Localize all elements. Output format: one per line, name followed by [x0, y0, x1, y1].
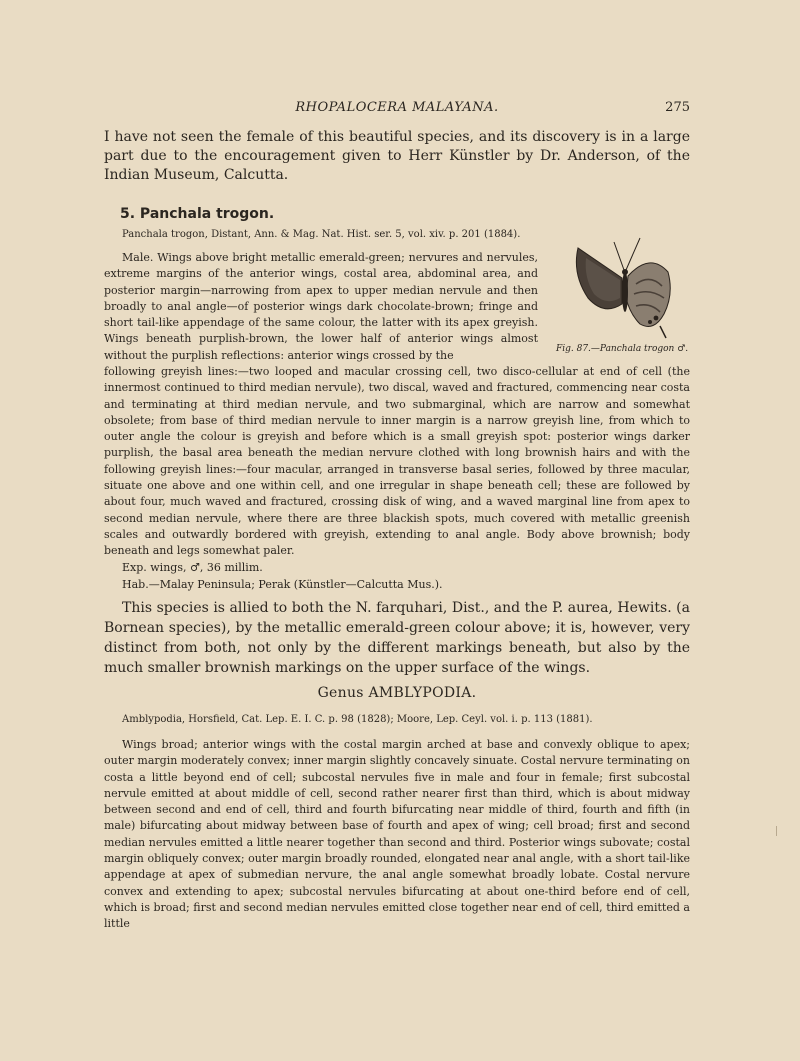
species-heading: 5. Panchala trogon.: [120, 206, 275, 222]
page-number: 275: [665, 100, 690, 115]
lead-paragraph: I have not seen the female of this beautiful species, and its discovery is in a large part due to the encouragement given to Herr Künstler by Dr. Anderson, of the Indian Museum, Calcutta.: [104, 129, 690, 183]
genus-description: Wings broad; anterior wings with the costal margin arched at base and convexly oblique to apex; outer margin moderately convex; inner margin slightly concavely sinuate. Costal nervure terminating on costa a little beyond end of cell; subcostal nervules five in male and four in female; first subcostal nervule emitted at about middle of cell, second rather nearer first than third, which is about midway between second and end of cell, third and fourth bifurcating near middle of third, fourth and fifth (in male) bifurcating about midway between base of fourth and apex of wing; cell broad; first and second median nervules emitted a little nearer together than second and third. Posterior wings subovate; costal margin obliquely convex; outer margin broadly rounded, elongated near anal angle, with a short tail-like appendage at apex of submedian nervure, the anal angle somewhat broadly lobate. Costal nervure convex and extending to apex; subcostal nervules bifurcating at about one-third before end of cell, which is broad; first and second median nervules emitted close together near end of cell, third emitted a little: [104, 738, 690, 931]
butterfly-figure: [550, 234, 700, 364]
running-title: RHOPALOCERA MALAYANA.: [295, 100, 499, 115]
margin-mark: [776, 826, 777, 836]
genus-heading: Genus AMBLYPODIA.: [317, 685, 477, 701]
species-description-part-1: Male. Wings above bright metallic emerald-green; nervures and nervules, extreme margins of the anterior wings, costal area, abdominal area, and posterior margin—narrowing from apex to upper median nervule and then broadly to anal angle—of posterior wings dark chocolate-brown; fringe and short tail-like appendage of the same colour, the latter with its apex greyish. Wings beneath purplish-brown, the lower half of anterior wings almost without the purplish reflections: anterior wings crossed by the: [104, 251, 538, 362]
butterfly-illustration: [570, 234, 680, 342]
figure-caption: Fig. 87.—Panchala trogon ♂.: [556, 344, 689, 354]
genus-reference: Amblypodia, Horsfield, Cat. Lep. E. I. C. p. 98 (1828); Moore, Lep. Ceyl. vol. i. p. 113 (1881).: [122, 714, 593, 725]
habitat: Hab.—Malay Peninsula; Perak (Künstler—Calcutta Mus.).: [122, 578, 443, 591]
species-description-part-2: following greyish lines:—two looped and macular crossing cell, two disco-cellular at end of cell (the innermost continued to third median nervule), two discal, waved and fractured, commencing near costa and terminating at third median nervule, and two submarginal, which are narrow and somewhat obsolete; from base of third median nervule to inner margin is a narrow greyish line, from which to outer angle the colour is greyish and before which is a small greyish spot: posterior wings darker purplish, the basal area beneath the median nervure clothed with long brownish hairs and with the following greyish lines:—four macular, arranged in transverse basal series, followed by three macular, situate one above and one within cell, and one irregular in shape beneath cell; these are followed by about four, much waved and fractured, crossing disk of wing, and a waved marginal line from apex to second median nervule, where there are three blackish spots, much covered with metallic greenish scales and outwardly bordered with greyish, extending to anal angle. Body above brownish; body beneath and legs somewhat paler.: [104, 365, 690, 558]
species-reference: Panchala trogon, Distant, Ann. & Mag. Nat. Hist. ser. 5, vol. xiv. p. 201 (1884).: [122, 229, 521, 240]
page-header: [104, 100, 690, 118]
remarks-paragraph: This species is allied to both the N. farquhari, Dist., and the P. aurea, Hewits. (a Bornean species), by the metallic emerald-green colour above; it is, however, very distinct from both, not only by the different markings beneath, but also by the much smaller brownish markings on the upper surface of the wings.: [104, 600, 690, 676]
wing-expanse: Exp. wings, ♂, 36 millim.: [122, 561, 263, 574]
